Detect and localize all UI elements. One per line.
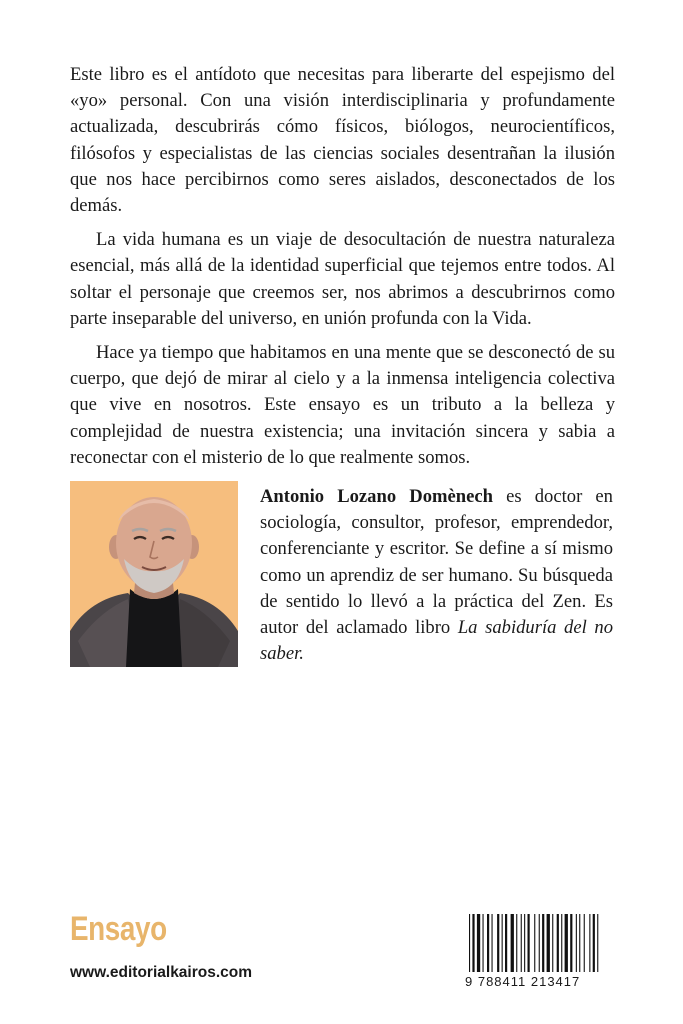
- isbn-barcode: [461, 912, 613, 1008]
- author-name: Antonio Lozano Domènech: [260, 486, 493, 507]
- blurb-paragraph-1: Este libro es el antídoto que necesitas para liberarte del espejismo del «yo» personal. Con una visión interdisciplinaria y profundamente actualizada, descubrirás cómo físicos, biólogos, neurocientíficos, filósofos y especialistas de las ciencias sociales desentrañan la ilusión que nos hace percibirnos como seres aislados, desconectados de los demás.: [70, 64, 615, 217]
- isbn-digits: 9 788411 213417: [465, 974, 581, 989]
- author-bio: [260, 484, 613, 667]
- author-photo: [70, 481, 238, 667]
- blurb-paragraph-2: La vida humana es un viaje de desocultación de nuestra naturaleza esencial, más allá de la identidad superficial que tejemos entre todos. Al soltar el personaje que creemos ser, nos abrimos a descubrirnos como parte inseparable del universo, en unión profunda con la Vida.: [70, 229, 615, 329]
- author-portrait-image: [70, 481, 238, 667]
- author-bio-text: es doctor en sociología, consultor, profesor, emprendedor, conferenciante y escritor. Se define a sí mismo como un aprendiz de ser humano. Su búsqueda de sentido lo llevó a la práctica del Zen. Es autor del aclamado libro: [260, 486, 613, 639]
- author-book-title: La sabiduría del no saber.: [260, 617, 613, 665]
- publisher-website[interactable]: www.editorialkairos.com: [70, 964, 253, 981]
- barcode-bars: [461, 912, 613, 974]
- back-cover-blurb: [70, 62, 615, 471]
- blurb-paragraph-3: Hace ya tiempo que habitamos en una mente que se desconectó de su cuerpo, que dejó de mirar al cielo y a la inmensa inteligencia colectiva que vive en nosotros. Este ensayo es un tributo a la belleza y complejidad de nuestra existencia; una invitación sincera y sabia a reconectar con el misterio de lo que realmente somos.: [70, 342, 615, 468]
- genre-label: Ensayo: [70, 910, 167, 948]
